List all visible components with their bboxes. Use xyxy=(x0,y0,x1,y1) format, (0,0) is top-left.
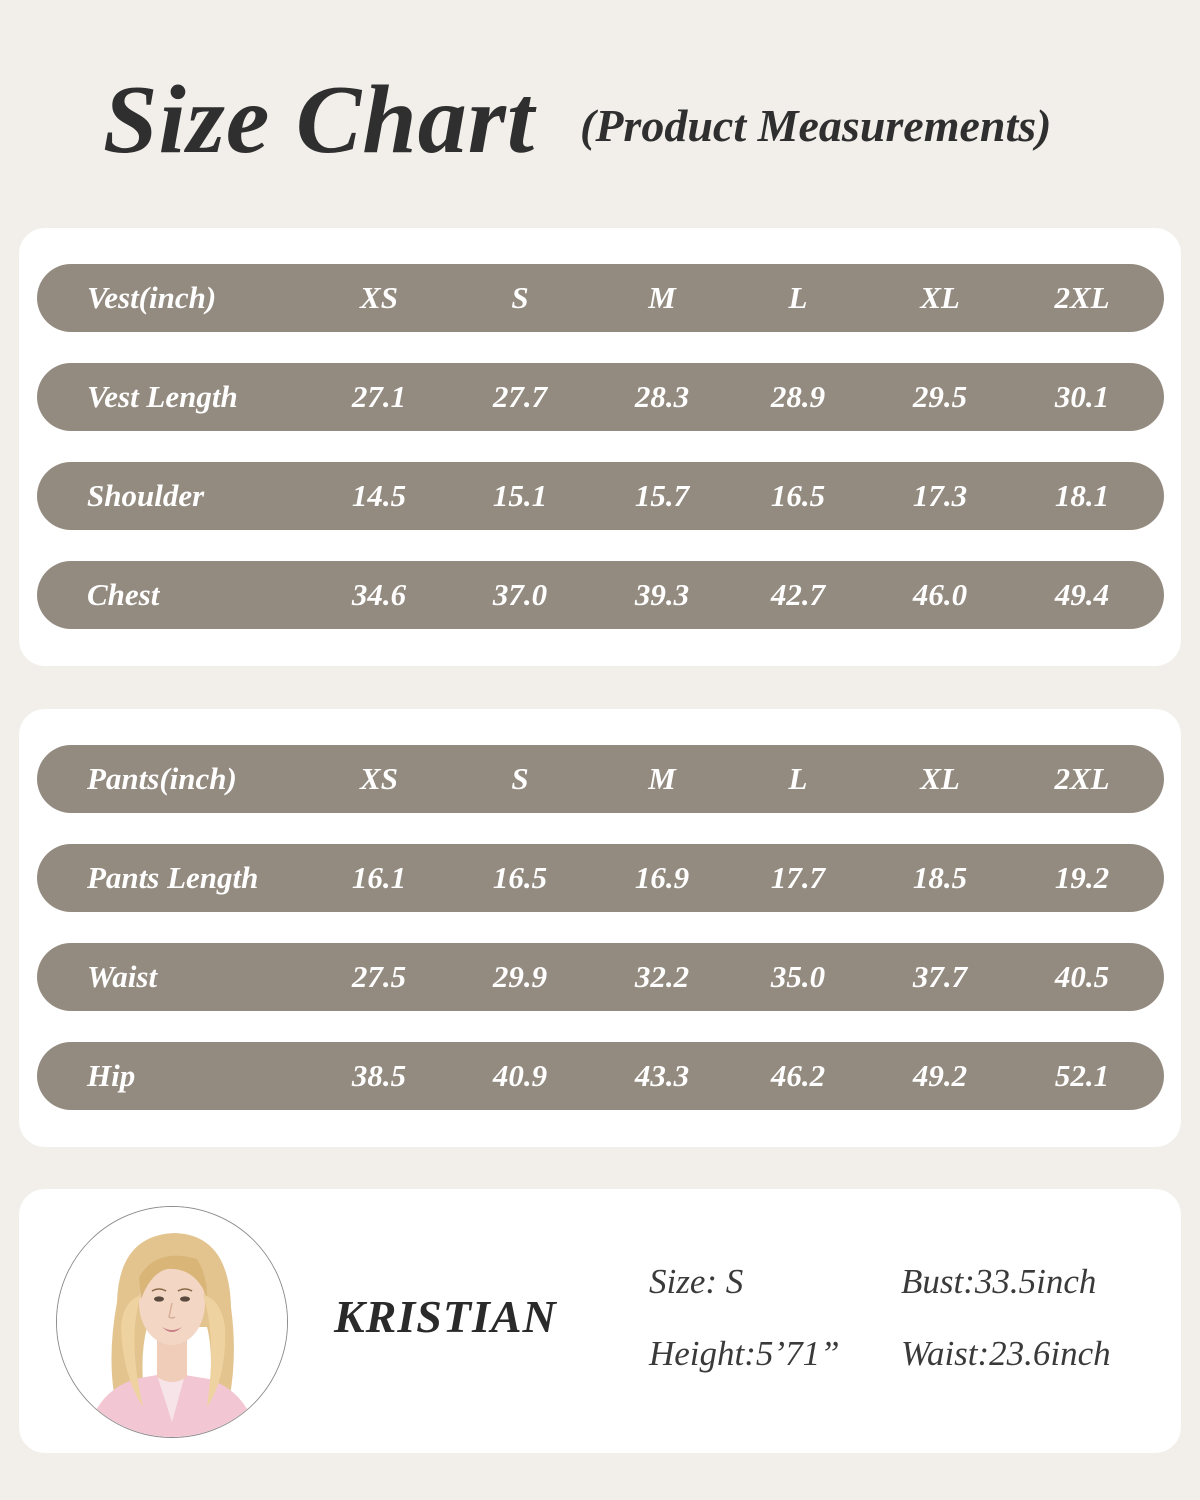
row-label: Waist xyxy=(87,959,158,994)
table-cell: 32.2 xyxy=(634,959,690,994)
model-waist: Waist:23.6inch xyxy=(901,1334,1111,1373)
table-cell: 43.3 xyxy=(634,1058,690,1093)
table-row-chest xyxy=(37,561,1164,629)
table-cell: 16.9 xyxy=(634,860,690,895)
page-title: Size Chart xyxy=(103,66,536,174)
table-cell: 15.1 xyxy=(492,478,548,513)
size-header-2xl: 2XL xyxy=(1054,761,1110,796)
model-name: KRISTIAN xyxy=(334,1291,557,1342)
model-avatar xyxy=(56,1206,288,1438)
pants-header-label: Pants(inch) xyxy=(87,761,237,796)
size-header-l: L xyxy=(788,280,808,315)
table-cell: 34.6 xyxy=(351,577,407,612)
table-cell: 27.5 xyxy=(351,959,407,994)
size-header-l: L xyxy=(788,761,808,796)
pants-header-row xyxy=(37,745,1164,813)
table-cell: 38.5 xyxy=(351,1058,407,1093)
table-cell: 40.5 xyxy=(1054,959,1110,994)
pants-size-table xyxy=(19,709,1181,1147)
table-cell: 16.5 xyxy=(770,478,826,513)
row-label: Hip xyxy=(87,1058,136,1093)
table-row-vest-length xyxy=(37,363,1164,431)
table-cell: 14.5 xyxy=(351,478,407,513)
table-cell: 40.9 xyxy=(492,1058,548,1093)
row-label: Shoulder xyxy=(87,478,205,513)
table-cell: 29.9 xyxy=(492,959,548,994)
table-cell: 16.1 xyxy=(351,860,407,895)
size-header-m: M xyxy=(648,761,676,796)
table-cell: 16.5 xyxy=(492,860,548,895)
table-cell: 37.7 xyxy=(912,959,968,994)
table-row-pants-length xyxy=(37,844,1164,912)
table-cell: 29.5 xyxy=(912,379,968,414)
size-header-2xl: 2XL xyxy=(1054,280,1110,315)
row-label: Pants Length xyxy=(87,860,259,895)
table-cell: 17.3 xyxy=(912,478,968,513)
size-header-xl: XL xyxy=(920,280,960,315)
table-cell: 28.9 xyxy=(770,379,826,414)
table-cell: 19.2 xyxy=(1054,860,1110,895)
table-row-hip xyxy=(37,1042,1164,1110)
vest-header-label: Vest(inch) xyxy=(87,280,217,315)
vest-size-table xyxy=(19,228,1181,666)
table-row-shoulder xyxy=(37,462,1164,530)
table-cell: 42.7 xyxy=(770,577,826,612)
page-header xyxy=(0,60,1200,180)
model-height: Height:5’71” xyxy=(649,1334,840,1373)
table-cell: 15.7 xyxy=(634,478,690,513)
table-cell: 35.0 xyxy=(770,959,826,994)
table-cell: 37.0 xyxy=(492,577,548,612)
model-bust: Bust:33.5inch xyxy=(901,1262,1097,1301)
row-label: Vest Length xyxy=(87,379,238,414)
table-cell: 27.1 xyxy=(351,379,407,414)
model-size: Size: S xyxy=(649,1262,744,1301)
size-header-xs: XS xyxy=(360,280,398,315)
size-header-m: M xyxy=(648,280,676,315)
table-cell: 17.7 xyxy=(770,860,826,895)
table-cell: 46.0 xyxy=(912,577,968,612)
size-header-s: S xyxy=(511,761,529,796)
table-cell: 49.2 xyxy=(912,1058,968,1093)
size-header-xl: XL xyxy=(920,761,960,796)
table-cell: 52.1 xyxy=(1054,1058,1110,1093)
vest-header-row xyxy=(37,264,1164,332)
table-cell: 30.1 xyxy=(1054,379,1110,414)
row-label: Chest xyxy=(87,577,160,612)
table-cell: 49.4 xyxy=(1054,577,1110,612)
table-cell: 28.3 xyxy=(634,379,690,414)
table-cell: 18.5 xyxy=(912,860,968,895)
size-header-s: S xyxy=(511,280,529,315)
table-cell: 18.1 xyxy=(1054,478,1110,513)
table-cell: 46.2 xyxy=(770,1058,826,1093)
model-info-card xyxy=(19,1189,1181,1453)
page-subtitle: (Product Measurements) xyxy=(580,100,1052,151)
table-cell: 27.7 xyxy=(492,379,548,414)
table-cell: 39.3 xyxy=(634,577,690,612)
size-header-xs: XS xyxy=(360,761,398,796)
model-portrait-illustration xyxy=(57,1207,287,1437)
table-row-waist xyxy=(37,943,1164,1011)
